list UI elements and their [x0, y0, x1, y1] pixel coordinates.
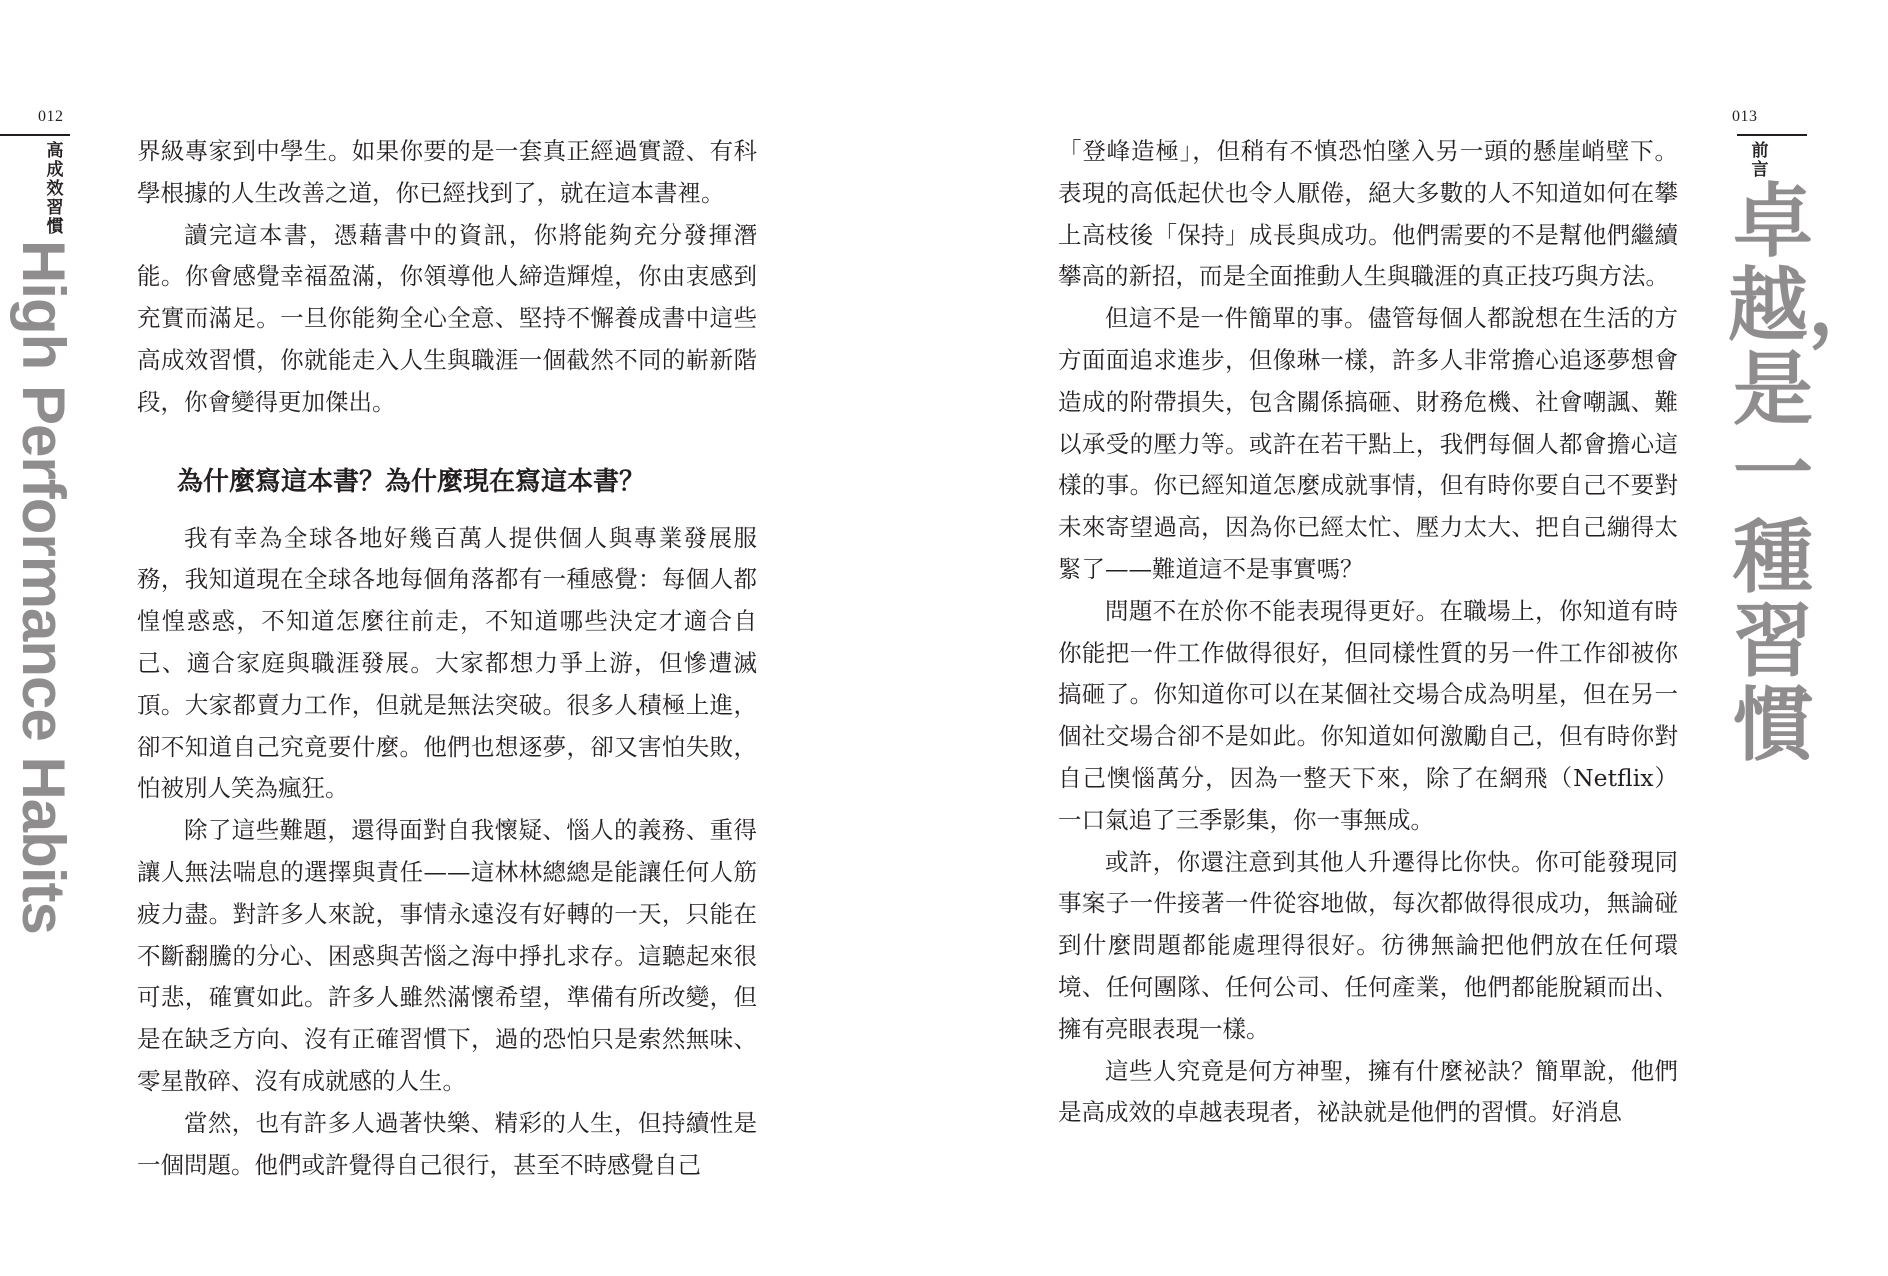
header-rule-right	[1737, 134, 1807, 136]
page-number-left: 012	[38, 108, 64, 125]
left-text-column	[137, 131, 757, 1186]
paragraph: 讀完這本書，憑藉書中的資訊，你將能夠充分發揮潛能。你會感覺幸福盈滿，你領導他人締造輝煌，你由衷感到充實而滿足。一旦你能夠全心全意、堅持不懈養成書中這些高成效習慣，你就能走入人生與職涯一個截然不同的嶄新階段，你會變得更加傑出。	[137, 220, 757, 416]
right-paragraphs	[1058, 131, 1678, 1134]
left-paragraphs-after	[137, 518, 757, 1187]
right-page	[900, 0, 1888, 1276]
paragraph: 界級專家到中學生。如果你要的是一套真正經過實證、有科學根據的人生改善之道，你已經找到了，就在這本書裡。	[137, 137, 757, 207]
paragraph: 這些人究竟是何方神聖，擁有什麼祕訣？簡單說，他們是高成效的卓越表現者，祕訣就是他們的習慣。好消息	[1058, 1056, 1678, 1127]
running-title-left: 高成效習慣	[46, 141, 64, 237]
section-heading: 為什麼寫這本書？為什麼現在寫這本書？	[177, 466, 646, 497]
left-paragraphs-before	[137, 131, 757, 424]
left-page	[0, 0, 900, 1276]
page-number-right: 013	[1732, 108, 1758, 125]
running-title-right: 前言	[1751, 141, 1769, 180]
paragraph: 或許，你還注意到其他人升遷得比你快。你可能發現同事案子一件接著一件從容地做，每次都做得很成功，無論碰到什麼問題都能處理得很好。彷彿無論把他們放在任何環境、任何團隊、任何公司、任何產業，他們都能脫穎而出、擁有亮眼表現一樣。	[1058, 847, 1678, 1043]
paragraph: 除了這些難題，還得面對自我懷疑、惱人的義務、重得讓人無法喘息的選擇與責任——這林林總總是能讓任何人筋疲力盡。對許多人來說，事情永遠沒有好轉的一天，只能在不斷翻騰的分心、困惑與苦惱之海中掙扎求存。這聽起來很可悲，確實如此。許多人雖然滿懷希望，準備有所改變，但是在缺乏方向、沒有正確習慣下，過的恐怕只是索然無味、零星散碎、沒有成就感的人生。	[137, 816, 757, 1095]
english-title-vertical: High Performance Habits	[10, 240, 77, 934]
paragraph: 但這不是一件簡單的事。儘管每個人都說想在生活的方方面面追求進步，但像琳一樣，許多人非常擔心追逐夢想會造成的附帶損失，包含關係搞砸、財務危機、社會嘲諷、難以承受的壓力等。或許在若干點上，我們每個人都會擔心這樣的事。你已經知道怎麼成就事情，但有時你要自己不要對未來寄望過高，因為你已經太忙、壓力太大、把自己繃得太緊了——難道這不是事實嗎？	[1058, 304, 1678, 583]
paragraph: 當然，也有許多人過著快樂、精彩的人生，但持續性是一個問題。他們或許覺得自己很行，甚至不時感覺自己	[137, 1108, 757, 1179]
header-rule-left	[0, 134, 70, 136]
chapter-title-vertical: 卓越，是一種習慣	[1728, 175, 1888, 772]
paragraph: 我有幸為全球各地好幾百萬人提供個人與專業發展服務，我知道現在全球各地每個角落都有一種感覺：每個人都惶惶惑惑，不知道怎麼往前走，不知道哪些決定才適合自己、適合家庭與職涯發展。大家都想力爭上游，但慘遭滅頂。大家都賣力工作，但就是無法突破。很多人積極上進，卻不知道自己究竟要什麼。他們也想逐夢，卻又害怕失敗，怕被別人笑為瘋狂。	[137, 523, 757, 803]
right-text-column	[1058, 131, 1678, 1134]
paragraph: 問題不在於你不能表現得更好。在職場上，你知道有時你能把一件工作做得很好，但同樣性質的另一件工作卻被你搞砸了。你知道你可以在某個社交場合成為明星，但在另一個社交場合卻不是如此。你知道如何激勵自己，但有時你對自己懊惱萬分，因為一整天下來，除了在網飛（Netflix）一口氣追了三季影集，你一事無成。	[1058, 596, 1678, 834]
paragraph: 「登峰造極」，但稍有不慎恐怕墜入另一頭的懸崖峭壁下。表現的高低起伏也令人厭倦，絕大多數的人不知道如何在攀上高枝後「保持」成長與成功。他們需要的不是幫他們繼續攀高的新招，而是全面推動人生與職涯的真正技巧與方法。	[1058, 137, 1678, 291]
